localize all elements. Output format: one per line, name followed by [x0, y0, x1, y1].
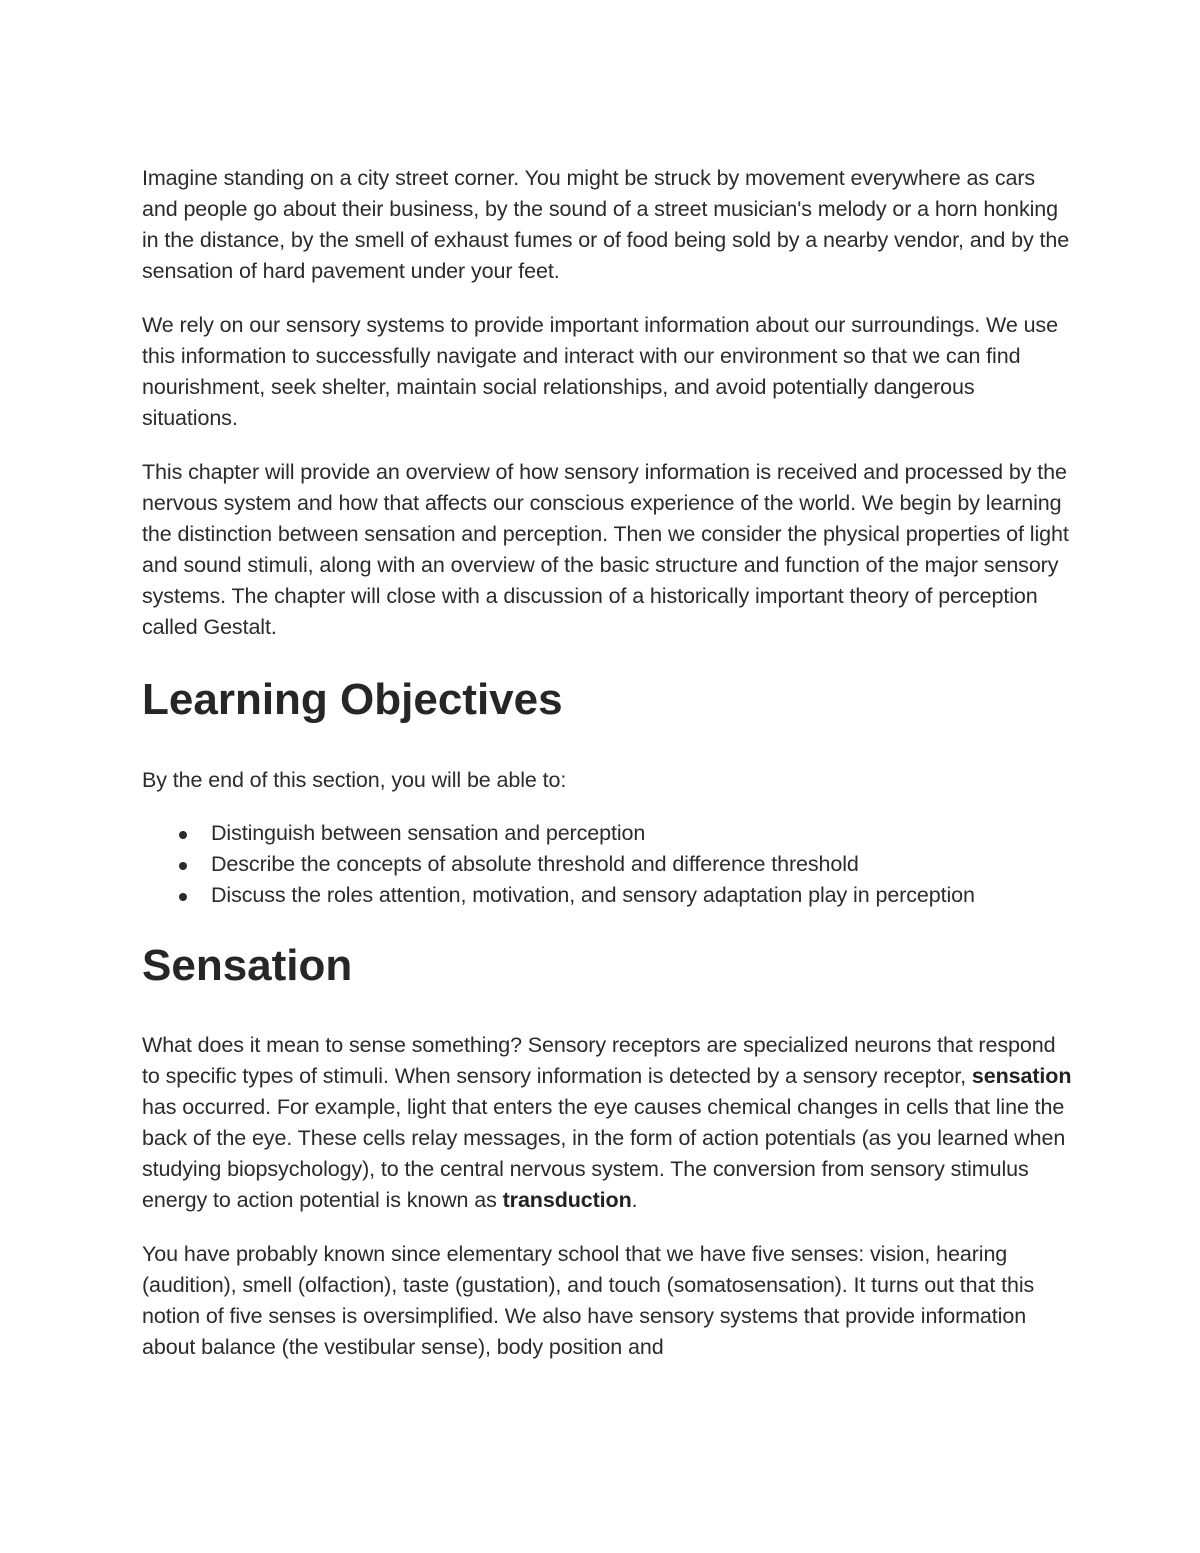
- list-item: [142, 818, 1072, 849]
- objective-text: Discuss the roles attention, motivation, and sensory adaptation play in perception: [211, 883, 975, 907]
- intro-paragraph-3: This chapter will provide an overview of how sensory information is received and processed by the nervous system and how that affects our conscious experience of the world. We begin by learning the distinction between sensation and perception. Then we consider the physical properties of light and sound stimuli, along with an overview of the basic structure and function of the major sensory systems. The chapter will close with a discussion of a historically important theory of perception called Gestalt.: [142, 460, 1069, 639]
- document-page: [142, 163, 1072, 1386]
- bullet-icon: [179, 862, 187, 870]
- sensation-heading: Sensation: [142, 941, 353, 990]
- intro-paragraph-2: We rely on our sensory systems to provide important information about our surroundings. We use this information to successfully navigate and interact with our environment so that we can find nourishment, seek shelter, maintain social relationships, and avoid potentially dangerous situations.: [142, 313, 1058, 430]
- sensation-paragraph-1: [142, 1030, 1072, 1216]
- sensation-text-part-3: .: [631, 1188, 638, 1212]
- objective-text: Describe the concepts of absolute threshold and difference threshold: [211, 852, 859, 876]
- objectives-lead: By the end of this section, you will be able to:: [142, 768, 567, 792]
- learning-objectives-heading: Learning Objectives: [142, 675, 563, 724]
- list-item: [142, 880, 1072, 911]
- list-item: [142, 849, 1072, 880]
- term-transduction: transduction: [502, 1188, 632, 1212]
- sensation-paragraph-2: You have probably known since elementary school that we have five senses: vision, hearing (audition), smell (olfaction), taste (gustation), and touch (somatosensation). It turns out that this notion of five senses is oversimplified. We also have sensory systems that provide information about balance (the vestibular sense), body position and: [142, 1242, 1035, 1359]
- objectives-list: [142, 818, 1072, 911]
- bullet-icon: [179, 831, 187, 839]
- sensation-text-part-1: What does it mean to sense something? Sensory receptors are specialized neurons that respond to specific types of stimuli. When sensory information is detected by a sensory receptor,: [142, 1033, 1056, 1088]
- sensation-text-part-2: has occurred. For example, light that enters the eye causes chemical changes in cells that line the back of the eye. These cells relay messages, in the form of action potentials (as you learned when studying biopsychology), to the central nervous system. The conversion from sensory stimulus energy to action potential is known as: [142, 1095, 1066, 1212]
- objective-text: Distinguish between sensation and perception: [211, 821, 646, 845]
- term-sensation: sensation: [971, 1064, 1072, 1088]
- bullet-icon: [179, 893, 187, 901]
- intro-paragraph-1: Imagine standing on a city street corner. You might be struck by movement everywhere as cars and people go about their business, by the sound of a street musician's melody or a horn honking in the distance, by the smell of exhaust fumes or of food being sold by a nearby vendor, and by the sensation of hard pavement under your feet.: [142, 166, 1070, 283]
